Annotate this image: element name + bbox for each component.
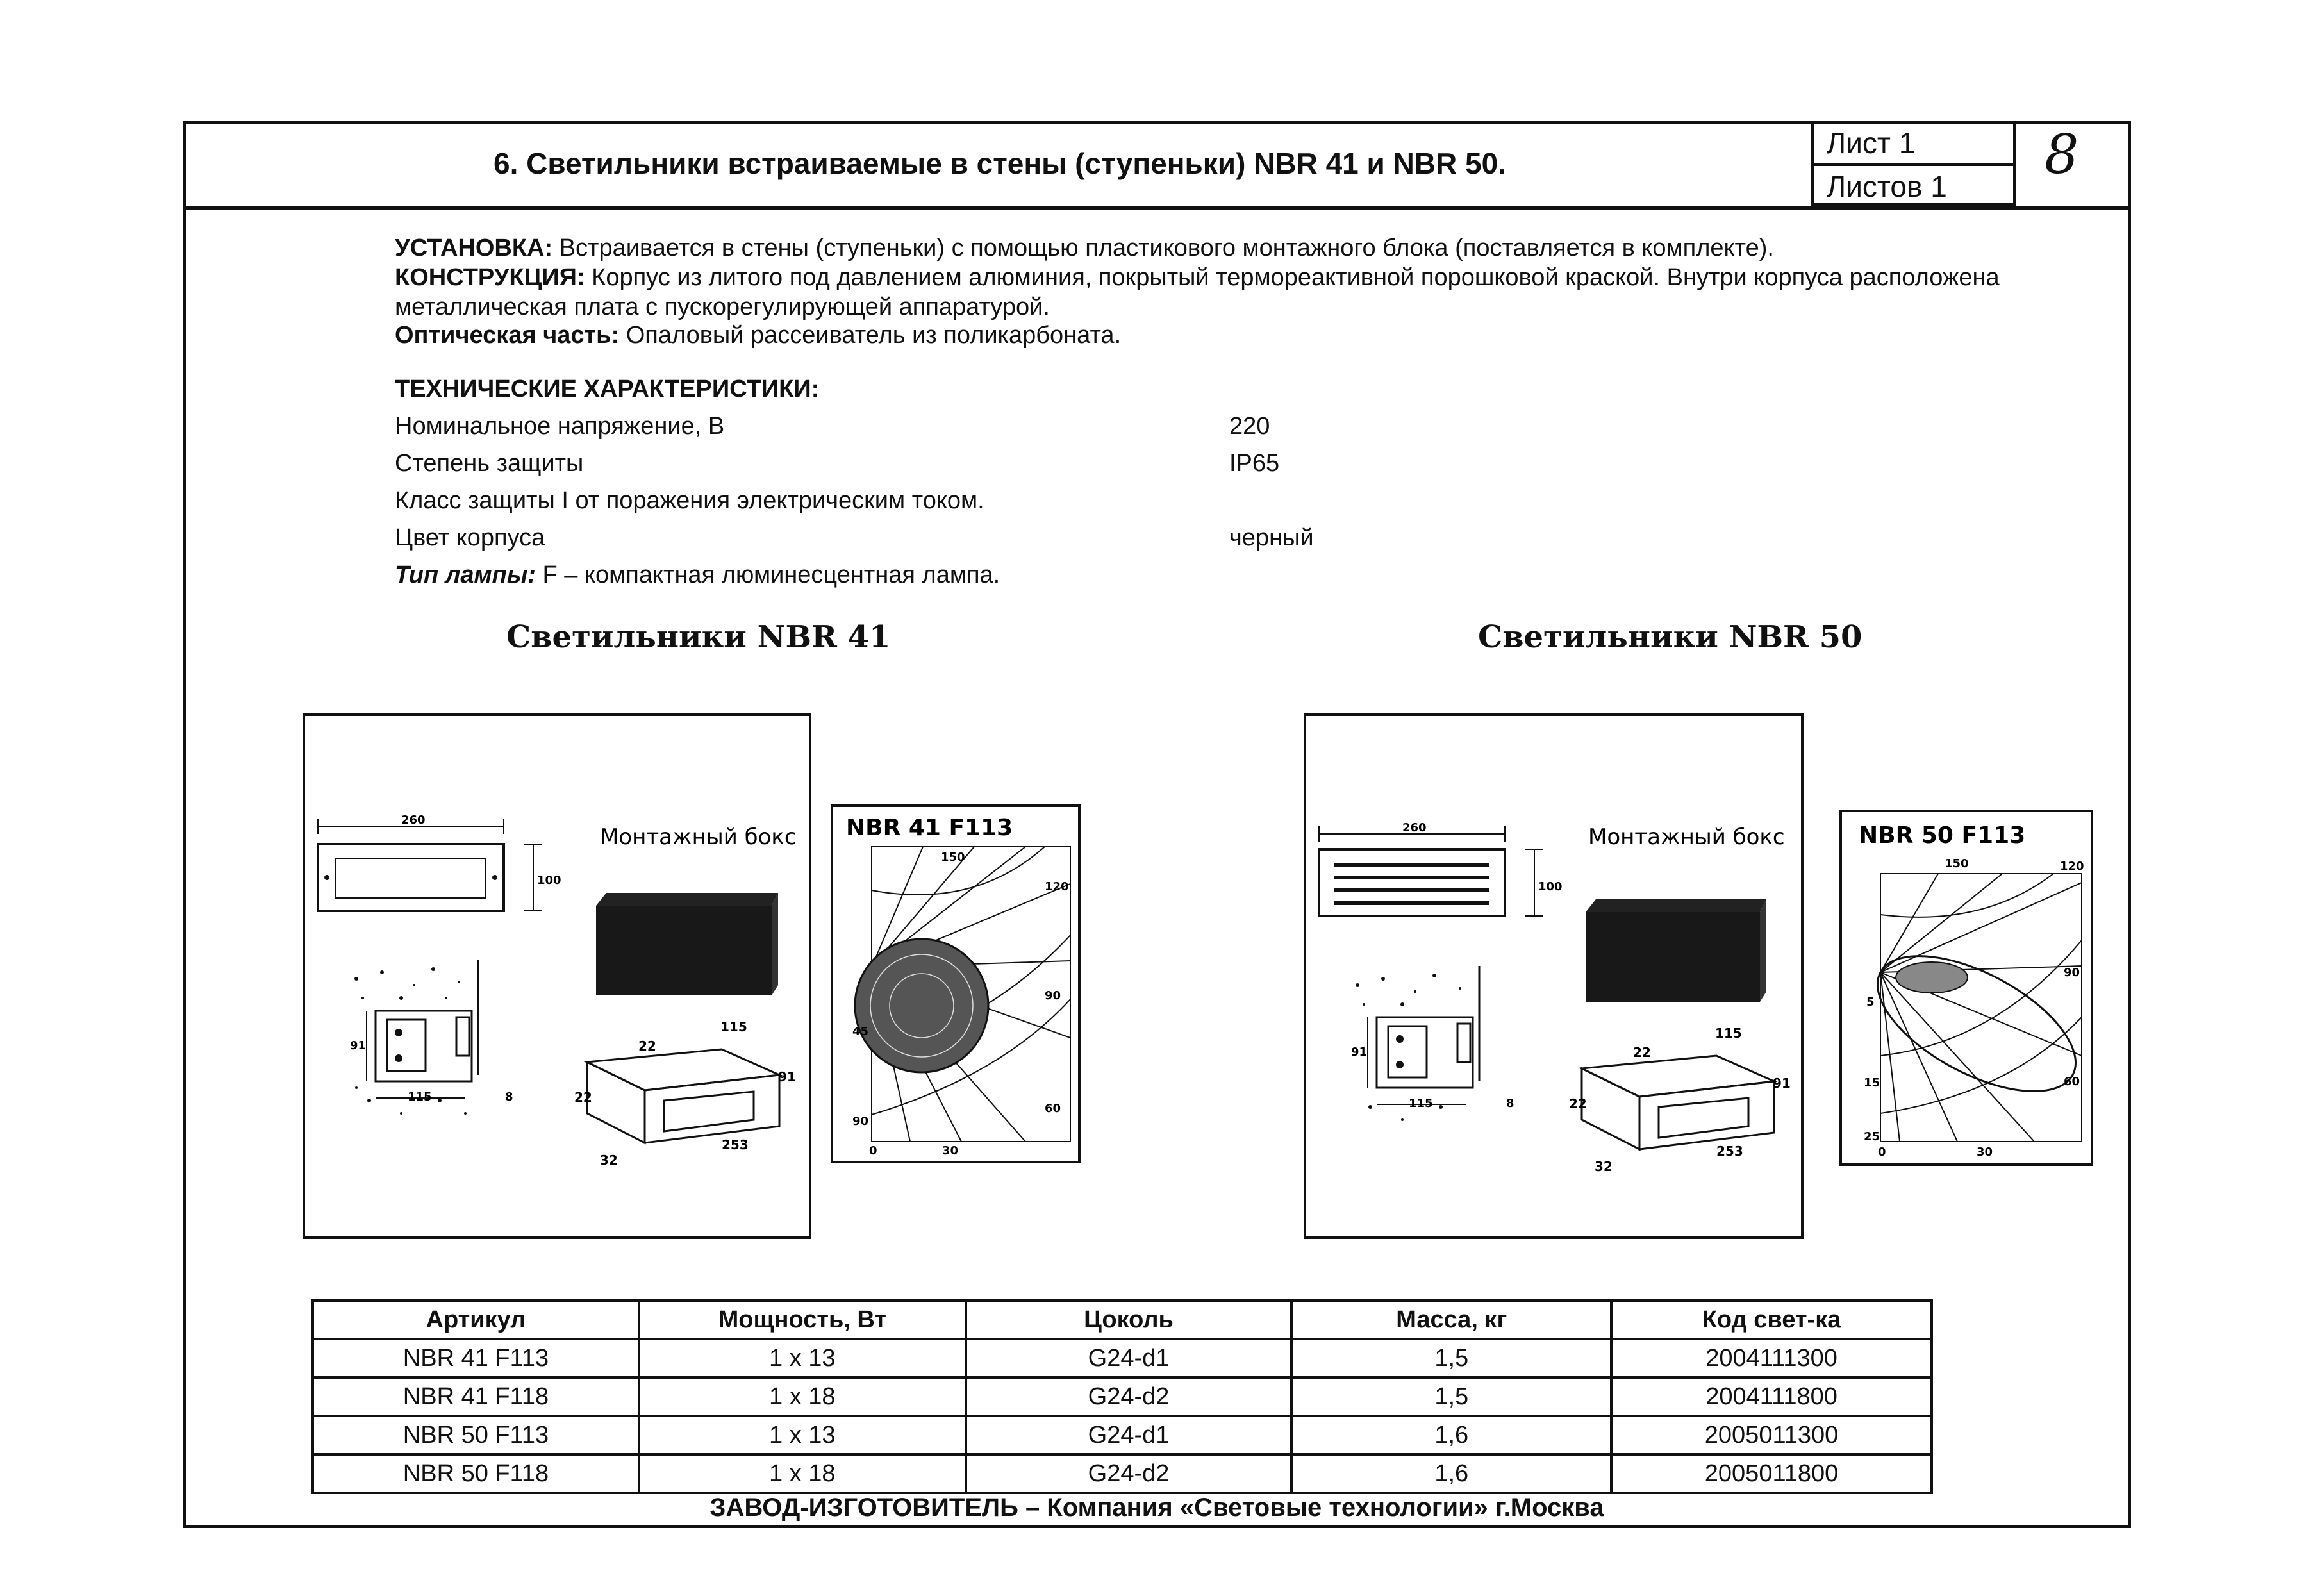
nbr41-dim-side: 8 [505,1090,513,1104]
nbr41-polar-e: 45 [852,1025,869,1038]
cell-code: 2005011800 [1611,1454,1932,1493]
col-mass: Масса, кг [1291,1301,1611,1339]
nbr41-polar-h: 30 [942,1144,959,1158]
nbr41-drawing-svg [305,716,809,1236]
optic-paragraph [395,320,2112,350]
nbr41-box-h2: 22 [574,1090,592,1105]
protection-label: Степень защиты [395,450,584,477]
nbr50-box-d: 91 [1773,1076,1791,1091]
cell-mass: 1,6 [1291,1454,1611,1493]
nbr50-box-h2: 22 [1569,1096,1587,1111]
nbr50-diagram-title: NBR 50 F113 [1859,822,2026,849]
cell-mass: 1,6 [1291,1416,1611,1454]
install-paragraph [395,233,2112,263]
nbr50-polar-b: 120 [2060,860,2084,873]
nbr41-dim-height: 100 [537,874,561,887]
spec-table [311,1299,1933,1494]
nbr41-polar-c: 90 [1045,989,1061,1002]
nbr50-polar-h: 0 [1878,1145,1886,1159]
nbr50-dim-height: 100 [1538,880,1563,894]
nbr41-polar-a: 150 [941,851,965,864]
nbr50-box-label: Монтажный бокс [1588,824,1785,850]
nbr50-heading: Светильники NBR 50 [1478,619,1862,655]
cell-socket: G24-d2 [966,1454,1292,1493]
cell-power: 1 x 13 [639,1339,966,1377]
nbr41-heading: Светильники NBR 41 [506,619,891,655]
cell-article: NBR 41 F113 [313,1339,639,1377]
manufacturer-footer: ЗАВОД-ИЗГОТОВИТЕЛЬ – Компания «Световые технологии» г.Москва [709,1493,1604,1522]
nbr50-polar-c: 90 [2064,966,2080,979]
cell-article: NBR 50 F118 [313,1454,639,1493]
nbr50-dim-side: 8 [1506,1097,1514,1110]
specs-heading: ТЕХНИЧЕСКИЕ ХАРАКТЕРИСТИКИ: [395,376,820,403]
nbr50-dim-depth: 91 [1351,1045,1368,1059]
class-label: Класс защиты I от поражения электрическим током. [395,487,984,514]
color-value: черный [1229,524,1314,551]
nbr50-dim-width: 260 [1402,821,1427,835]
cell-power: 1 x 18 [639,1377,966,1416]
nbr41-polar-b: 120 [1045,880,1069,894]
cell-code: 2005011300 [1611,1416,1932,1454]
nbr50-polar-e: 5 [1866,995,1875,1009]
nbr41-box-d: 91 [778,1069,796,1085]
table-row [313,1454,1932,1493]
page-number: 8 [2045,123,2079,186]
nbr50-box-h: 22 [1633,1045,1651,1060]
nbr50-polar-g: 25 [1864,1130,1880,1143]
page-title: 6. Светильники встраиваемые в стены (ступеньки) NBR 41 и NBR 50. [494,147,1506,180]
protection-value: IP65 [1229,450,1280,477]
cell-socket: G24-d2 [966,1377,1292,1416]
nbr50-drawing-svg [1306,716,1801,1236]
install-label: УСТАНОВКА: [395,235,553,262]
nbr50-box-l: 253 [1716,1143,1743,1159]
voltage-value: 220 [1229,413,1270,440]
nbr41-polar-f: 90 [852,1115,869,1128]
construction-text: Корпус из литого под давлением алюминия, покрытый термореактивной порошковой краской. Внутри корпуса расположена металлическая плата с пускорегулирующей аппаратурой. [395,264,2000,320]
cell-code: 2004111800 [1611,1377,1932,1416]
sheets-label: Листов 1 [1827,170,1947,203]
lamp-text: F – компактная люминесцентная лампа. [535,561,1000,588]
nbr50-polar-i: 30 [1977,1145,1993,1159]
nbr41-dim-depth: 91 [350,1039,367,1052]
optic-label: Оптическая часть: [395,322,620,349]
col-socket: Цоколь [966,1301,1292,1339]
install-text: Встраивается в стены (ступеньки) с помощью пластикового монтажного блока (поставляется в комплекте). [552,235,1774,262]
lamp-type [395,561,1000,589]
cell-socket: G24-d1 [966,1416,1292,1454]
col-article: Артикул [313,1301,639,1339]
nbr50-box-w: 115 [1715,1026,1742,1041]
cell-article: NBR 41 F118 [313,1377,639,1416]
nbr41-diagram-title: NBR 41 F113 [846,815,1013,841]
nbr41-dim-width: 260 [401,813,426,827]
col-code: Код свет-ка [1611,1301,1932,1339]
nbr50-dim-inner: 115 [1409,1097,1433,1110]
nbr41-box-h: 22 [638,1038,656,1054]
cell-article: NBR 50 F113 [313,1416,639,1454]
nbr41-box-w: 115 [720,1019,747,1035]
nbr50-photometric [1839,810,2093,1166]
nbr41-dim-inner: 115 [408,1090,432,1104]
cell-mass: 1,5 [1291,1339,1611,1377]
cell-power: 1 x 13 [639,1416,966,1454]
construction-label: КОНСТРУКЦИЯ: [395,264,585,291]
nbr50-polar-f: 15 [1864,1076,1880,1090]
sheet-box-divider [1811,163,2016,166]
col-power: Мощность, Вт [639,1301,966,1339]
lamp-label: Тип лампы: [395,561,536,588]
cell-code: 2004111300 [1611,1339,1932,1377]
nbr41-box-l: 253 [722,1137,749,1152]
header-divider [183,206,2131,210]
nbr50-photometric-svg [1842,812,2091,1163]
cell-mass: 1,5 [1291,1377,1611,1416]
nbr41-polar-d: 60 [1045,1102,1061,1115]
nbr41-polar-g: 0 [869,1144,877,1158]
nbr50-polar-d: 60 [2064,1075,2080,1088]
nbr50-box-t: 32 [1595,1159,1613,1174]
cell-power: 1 x 18 [639,1454,966,1493]
color-label: Цвет корпуса [395,524,545,551]
voltage-label: Номинальное напряжение, В [395,413,725,440]
nbr50-drawing [1304,713,1804,1239]
sheet-label: Лист 1 [1827,126,1916,160]
nbr50-polar-a: 150 [1945,857,1969,870]
table-row [313,1416,1932,1454]
table-row [313,1377,1932,1416]
nbr41-photometric-svg [833,807,1078,1161]
optic-text: Опаловый рассеиватель из поликарбоната. [619,322,1122,349]
construction-paragraph [395,263,2112,322]
table-header-row [313,1301,1932,1339]
nbr41-photometric [831,804,1081,1163]
nbr41-box-label: Монтажный бокс [600,824,797,850]
table-row [313,1339,1932,1377]
nbr41-box-t: 32 [600,1152,618,1168]
cell-socket: G24-d1 [966,1339,1292,1377]
nbr41-drawing [303,713,811,1239]
